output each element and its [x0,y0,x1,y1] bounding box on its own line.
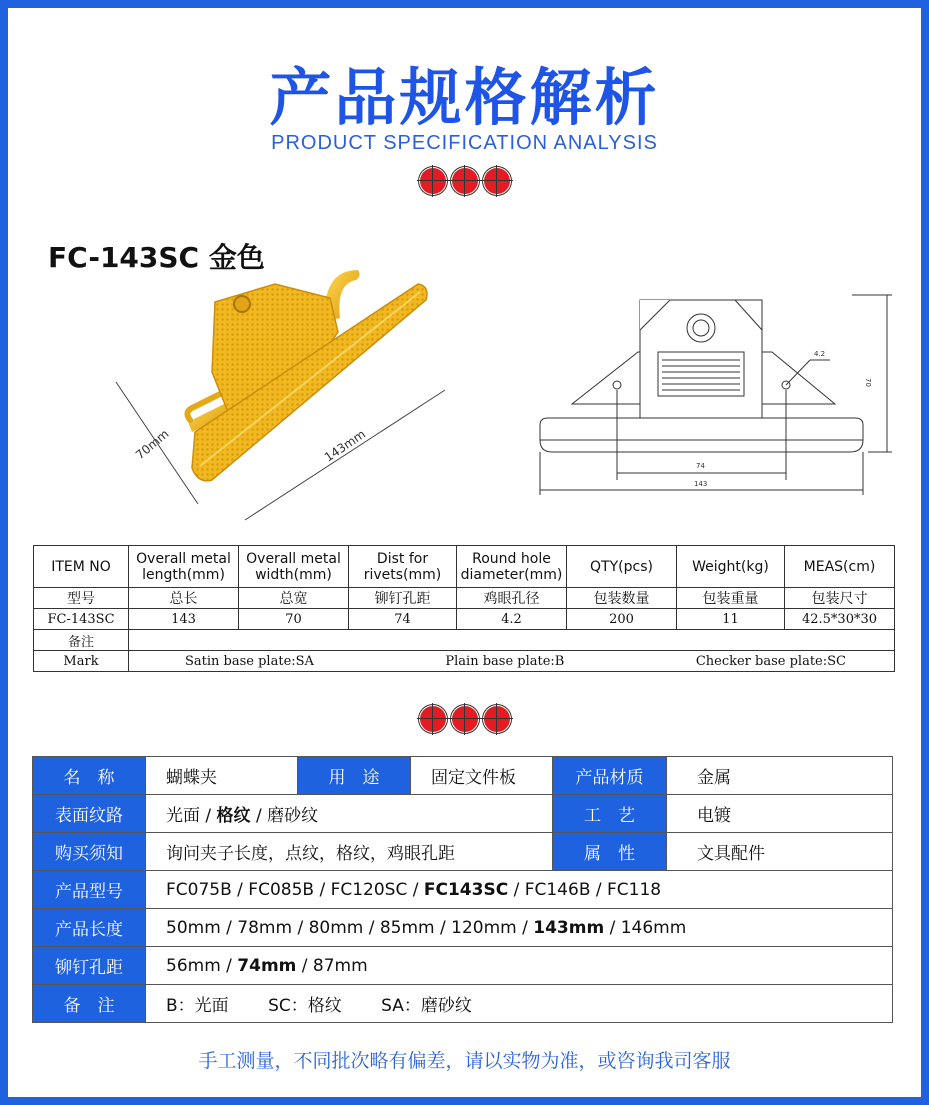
purchase-label: 购买须知 [33,833,146,871]
name-label: 名 称 [33,757,146,795]
rivet-value [146,947,893,985]
data-cell: 143 [129,609,239,630]
header-cell: QTY(pcs) [567,546,677,588]
header-cell: Overall metal length(mm) [129,546,239,588]
header-cn-cell: 包装数量 [567,588,677,609]
target-dot-icon [420,168,446,194]
name-value: 蝴蝶夹 [146,757,298,795]
surface-value-a: 光面 / [166,806,217,826]
data-cell: FC-143SC [34,609,129,630]
target-dot-icon [452,706,478,732]
rivet-value-a: 56mm / [166,955,238,976]
surface-label: 表面纹路 [33,795,146,833]
length-label: 产品长度 [33,909,146,947]
footer-note: 手工测量，不同批次略有偏差，请以实物为准，或咨询我司客服 [198,1050,731,1072]
attr-value: 文具配件 [667,833,893,871]
material-value: 金属 [667,757,893,795]
spec-table [33,545,895,672]
note-value: B：光面 SC：格纹 SA：磨砂纹 [146,985,893,1023]
header-cn-cell: 铆钉孔距 [349,588,457,609]
spec-header-cn-row [34,588,895,609]
header-cn-cell: 包装尺寸 [785,588,895,609]
data-cell: 11 [677,609,785,630]
height-dim-label: 70 [864,378,872,387]
header-cell: ITEM NO [34,546,129,588]
target-dot-icon [452,168,478,194]
info-row-surface [33,795,893,833]
remark-label: 备注 [34,630,129,651]
header-cn-cell: 鸡眼孔径 [457,588,567,609]
models-value-b: FC143SC [423,879,509,900]
length-value-a: 50mm / 78mm / 80mm / 85mm / 120mm / [166,917,534,938]
models-value-c: / FC146B / FC118 [508,879,662,900]
data-cell: 42.5*30*30 [785,609,895,630]
length-value-c: / 146mm [604,917,687,938]
rivet-value-b: 74mm [237,955,297,976]
header-cn-cell: 总长 [129,588,239,609]
mark-satin: Satin base plate:SA [185,653,314,669]
technical-drawing [530,290,900,500]
craft-label: 工 艺 [553,795,667,833]
spec-remark-row [34,630,895,651]
spec-header-row [34,546,895,588]
length-dim-label: 143 [694,480,708,488]
page-subtitle: PRODUCT SPECIFICATION ANALYSIS [271,132,658,154]
page-title: 产品规格解析 [269,61,660,134]
use-label: 用 途 [298,757,411,795]
header-cn-cell: 包装重量 [677,588,785,609]
length-value-b: 143mm [533,917,605,938]
decorative-dots-top [418,166,514,196]
mark-values [129,651,895,672]
data-cell: 200 [567,609,677,630]
header-cn-cell: 型号 [34,588,129,609]
info-row-rivet [33,947,893,985]
info-row-length [33,909,893,947]
decorative-dots-middle [418,704,514,734]
note-label: 备 注 [33,985,146,1023]
target-dot-icon [420,706,446,732]
data-cell: 74 [349,609,457,630]
attr-label: 属 性 [553,833,667,871]
header-cell: MEAS(cm) [785,546,895,588]
use-value: 固定文件板 [411,757,553,795]
mark-label: Mark [34,651,129,672]
models-label: 产品型号 [33,871,146,909]
data-cell: 70 [239,609,349,630]
mark-checker: Checker base plate:SC [695,653,846,669]
hole-dim-label: 4.2 [814,350,826,358]
photo-dim-length: 143mm [321,426,369,465]
header-cell: Round hole diameter(mm) [457,546,567,588]
length-value [146,909,893,947]
mark-plain: Plain base plate:B [445,653,565,669]
rivet-label: 铆钉孔距 [33,947,146,985]
remark-value [129,630,895,651]
purchase-value: 询问夹子长度，点纹，格纹，鸡眼孔距 [146,833,553,871]
info-row-name [33,757,893,795]
header-cell: Weight(kg) [677,546,785,588]
gold-clip-image [100,262,460,532]
header-cell: Overall metal width(mm) [239,546,349,588]
craft-value: 电镀 [667,795,893,833]
material-label: 产品材质 [553,757,667,795]
target-dot-icon [484,706,510,732]
models-value-a: FC075B / FC085B / FC120SC / [166,879,424,900]
spec-data-row [34,609,895,630]
target-dot-icon [484,168,510,194]
info-table [32,756,893,1023]
surface-value-c: / 磨砂纹 [250,806,319,826]
header-cell: Dist for rivets(mm) [349,546,457,588]
surface-value-b: 格纹 [216,806,251,826]
photo-dim-width: 70mm [132,426,172,463]
data-cell: 4.2 [457,609,567,630]
rivet-dim-label: 74 [696,462,705,470]
surface-value [146,795,553,833]
model-title: FC-143SC 金色 [48,241,265,274]
spec-mark-row [34,651,895,672]
info-row-models [33,871,893,909]
rivet-value-c: / 87mm [296,955,368,976]
models-value [146,871,893,909]
info-row-purchase [33,833,893,871]
header-cn-cell: 总宽 [239,588,349,609]
info-row-note [33,985,893,1023]
